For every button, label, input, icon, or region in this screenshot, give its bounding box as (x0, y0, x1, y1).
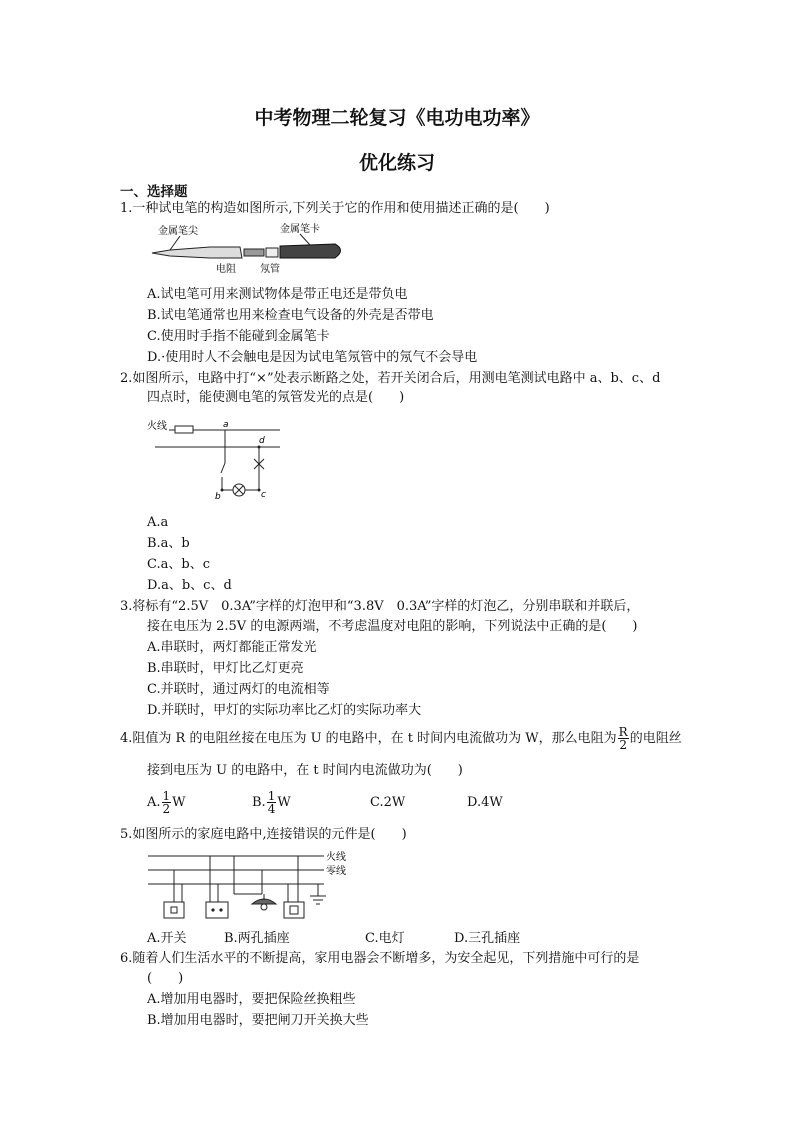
page-title: 中考物理二轮复习《电功电功率》 (254, 107, 540, 129)
q1-option-a: A.试电笔可用来测试物体是带正电还是带负电 (147, 287, 408, 302)
q5-option-d: D.三孔插座 (454, 931, 521, 946)
q4-option-c: C.2W (370, 795, 406, 810)
q4-stem-line2: 接到电压为 U 的电路中，在 t 时间内电流做功为( ) (147, 763, 463, 778)
q4-option-a-den: 2 (162, 802, 171, 816)
q5-option-a: A.开关 (147, 931, 187, 946)
q4-option-b-suffix: W (277, 795, 291, 810)
test-pen-figure (150, 220, 350, 276)
circuit-figure-q2 (145, 415, 285, 505)
q4-option-a-fraction (162, 790, 172, 815)
q6-stem-line1: 6.随着人们生活水平的不断提高，家用电器会不断增多，为安全起见，下列措施中可行的是 (120, 951, 640, 966)
q4-option-b-num: 1 (267, 789, 276, 803)
q3-option-d: D.并联时，甲灯的实际功率比乙灯的实际功率大 (147, 703, 422, 718)
fig-label-tip: 金属笔尖 (158, 226, 198, 237)
q2-option-c: C.a、b、c (147, 557, 210, 572)
q4-option-a (147, 790, 186, 815)
q1-stem: 1.一种试电笔的构造如图所示,下列关于它的作用和使用描述正确的是( ) (120, 201, 550, 216)
q1-option-d: D.·使用时人不会触电是因为试电笔氖管中的氖气不会导电 (147, 350, 478, 365)
q4-option-b-fraction (267, 790, 277, 815)
fig-label-live: 火线 (147, 421, 167, 432)
fig-label-live-wire: 火线 (326, 852, 346, 863)
fig-label-clip: 金属笔卡 (280, 224, 320, 235)
q4-option-a-num: 1 (162, 789, 171, 803)
q5-option-c: C.电灯 (365, 931, 405, 946)
q5-option-b: B.两孔插座 (224, 931, 290, 946)
fig-label-resistor: 电阻 (216, 264, 236, 275)
q2-option-a: A.a (147, 515, 169, 530)
q1-option-b: B.试电笔通常也用来检查电气设备的外壳是否带电 (147, 308, 434, 323)
fig-label-neon: 氖管 (260, 264, 280, 275)
q3-option-c: C.并联时，通过两灯的电流相等 (147, 682, 330, 697)
q4-option-a-suffix: W (172, 795, 186, 810)
q6-option-a: A.增加用电器时，要把保险丝换粗些 (147, 992, 356, 1007)
fig-label-a: a (223, 420, 229, 430)
q4-frac-numerator: R (618, 725, 628, 739)
q3-stem-line2: 接在电压为 2.5V 的电源两端，不考虑温度对电阻的影响，下列说法中正确的是( ) (147, 619, 638, 634)
q3-option-a: A.串联时，两灯都能正常发光 (147, 640, 317, 655)
household-circuit-figure (148, 850, 360, 922)
section-heading: 一、选择题 (120, 184, 188, 200)
page-subtitle: 优化练习 (358, 152, 435, 174)
fig-label-b: b (215, 492, 221, 502)
q1-option-c: C.使用时手指不能碰到金属笔卡 (147, 329, 330, 344)
q4-option-b-prefix: B. (252, 795, 266, 810)
q2-option-d: D.a、b、c、d (147, 578, 232, 593)
q4-stem-part2: 的电阻丝 (629, 731, 682, 746)
q4-option-b-den: 4 (267, 802, 276, 816)
fig-label-c: c (261, 490, 266, 500)
q6-stem-line2: ( ) (147, 971, 184, 986)
q3-stem-line1: 3.将标有“2.5V 0.3A”字样的灯泡甲和“3.8V 0.3A”字样的灯泡乙，分别串联和并联后， (120, 599, 640, 614)
fig-label-d: d (259, 436, 265, 446)
q6-option-b: B.增加用电器时，要把闸刀开关换大些 (147, 1013, 369, 1028)
q2-option-b: B.a、b (147, 536, 190, 551)
fig-label-neutral-wire: 零线 (326, 866, 346, 877)
q4-fraction-r-half (618, 726, 629, 751)
q4-frac-denominator: 2 (619, 738, 628, 752)
q3-option-b: B.串联时，甲灯比乙灯更亮 (147, 661, 304, 676)
q4-option-b (252, 790, 291, 815)
q5-stem: 5.如图所示的家庭电路中,连接错误的元件是( ) (120, 827, 407, 842)
q2-stem-line1: 2.如图所示，电路中打“×”处表示断路之处，若开关闭合后，用测电笔测试电路中 a、b、c、d (120, 371, 661, 386)
q2-stem-line2: 四点时，能使测电笔的氖管发光的点是( ) (147, 390, 405, 405)
q4-stem-line1 (120, 726, 682, 751)
q4-option-d: D.4W (467, 795, 503, 810)
q4-stem-part1: 4.阻值为 R 的电阻丝接在电压为 U 的电路中，在 t 时间内电流做功为 W，那么电阻为 (120, 731, 617, 746)
q4-option-a-prefix: A. (147, 795, 161, 810)
